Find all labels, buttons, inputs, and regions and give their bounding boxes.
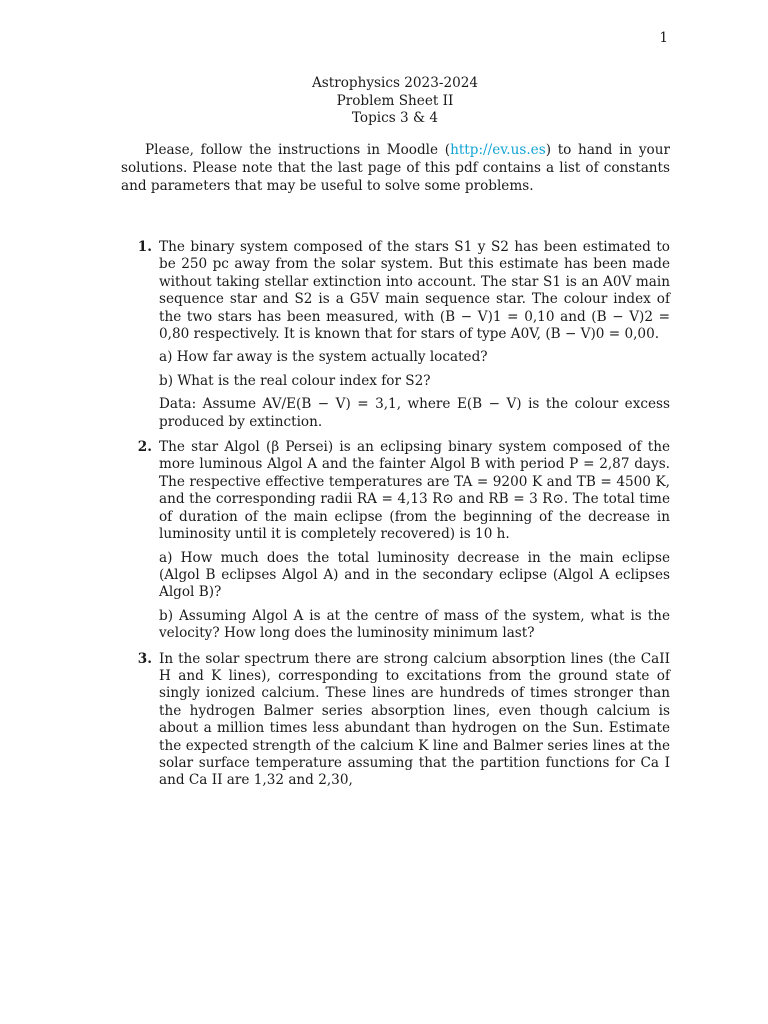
document-header — [120, 75, 670, 128]
problem-1 — [121, 239, 670, 431]
intro-text-after-link: ) to hand in your solutions. Please note that the last page of this pdf contains a list of constants and parameters that may be useful to solve some problems. — [121, 142, 670, 194]
moodle-link[interactable]: http://ev.us.es — [450, 142, 546, 158]
problem-3 — [121, 651, 670, 790]
page-number: 1 — [659, 30, 668, 46]
problem-part-a: a) How far away is the system actually located? — [159, 349, 488, 366]
sheet-title: Problem Sheet II — [336, 92, 454, 109]
intro-text-before-link: Please, follow the instructions in Moodle ( — [145, 142, 451, 158]
problem-part-b: b) Assuming Algol A is at the centre of mass of the system, what is the velocity? How long does the luminosity minimum last? — [159, 607, 670, 642]
problem-2 — [121, 439, 670, 642]
problem-number: 1. — [137, 239, 152, 255]
problem-number: 3. — [137, 650, 152, 667]
topics-title: Topics 3 & 4 — [351, 110, 439, 127]
problem-list — [121, 239, 670, 798]
problem-statement: In the solar spectrum there are strong calcium absorption lines (the CaII H and K lines), corresponding to excitations from the ground state of singly ionized calcium. These lines are hundreds of times stronger than the hydrogen Balmer series absorption lines, even though calcium is about a million times less abundant than hydrogen on the Sun. Estimate the expected strength of the calcium K line and Balmer series lines at the solar surface temperature assuming that the partition functions for Ca I and Ca II are 1,32 and 2,30, — [159, 650, 670, 789]
intro-paragraph — [121, 142, 670, 195]
problem-part-a: a) How much does the total luminosity decrease in the main eclipse (Algol B eclipses Algol A) and in the secondary eclipse (Algol A eclipses Algol B)? — [159, 549, 670, 601]
problem-statement: The binary system composed of the stars S1 y S2 has been estimated to be 250 pc away from the solar system. But this estimate has been made without taking stellar extinction into account. The star S1 is an A0V main sequence star and S2 is a G5V main sequence star. The colour index of the two stars has been measured, with (B − V)1 = 0,10 and (B − V)2 = 0,80 respectively. It is known that for stars of type A0V, (B − V)0 = 0,00. — [159, 239, 670, 343]
problem-statement: The star Algol (β Persei) is an eclipsing binary system composed of the more luminous Algol A and the fainter Algol B with period P = 2,87 days. The respective effective temperatures are TA = 9200 K and TB = 4500 K, and the corresponding radii RA = 4,13 R⊙ and RB = 3 R⊙. The total time of duration of the main eclipse (from the beginning of the decrease in luminosity until it is completely recovered) is 10 h. — [159, 439, 670, 543]
course-title: Astrophysics 2023-2024 — [311, 75, 479, 91]
problem-data: Data: Assume AV/E(B − V) = 3,1, where E(B − V) is the colour excess produced by extinction. — [159, 396, 670, 430]
problem-part-b: b) What is the real colour index for S2? — [159, 372, 431, 389]
problem-number: 2. — [137, 439, 152, 456]
